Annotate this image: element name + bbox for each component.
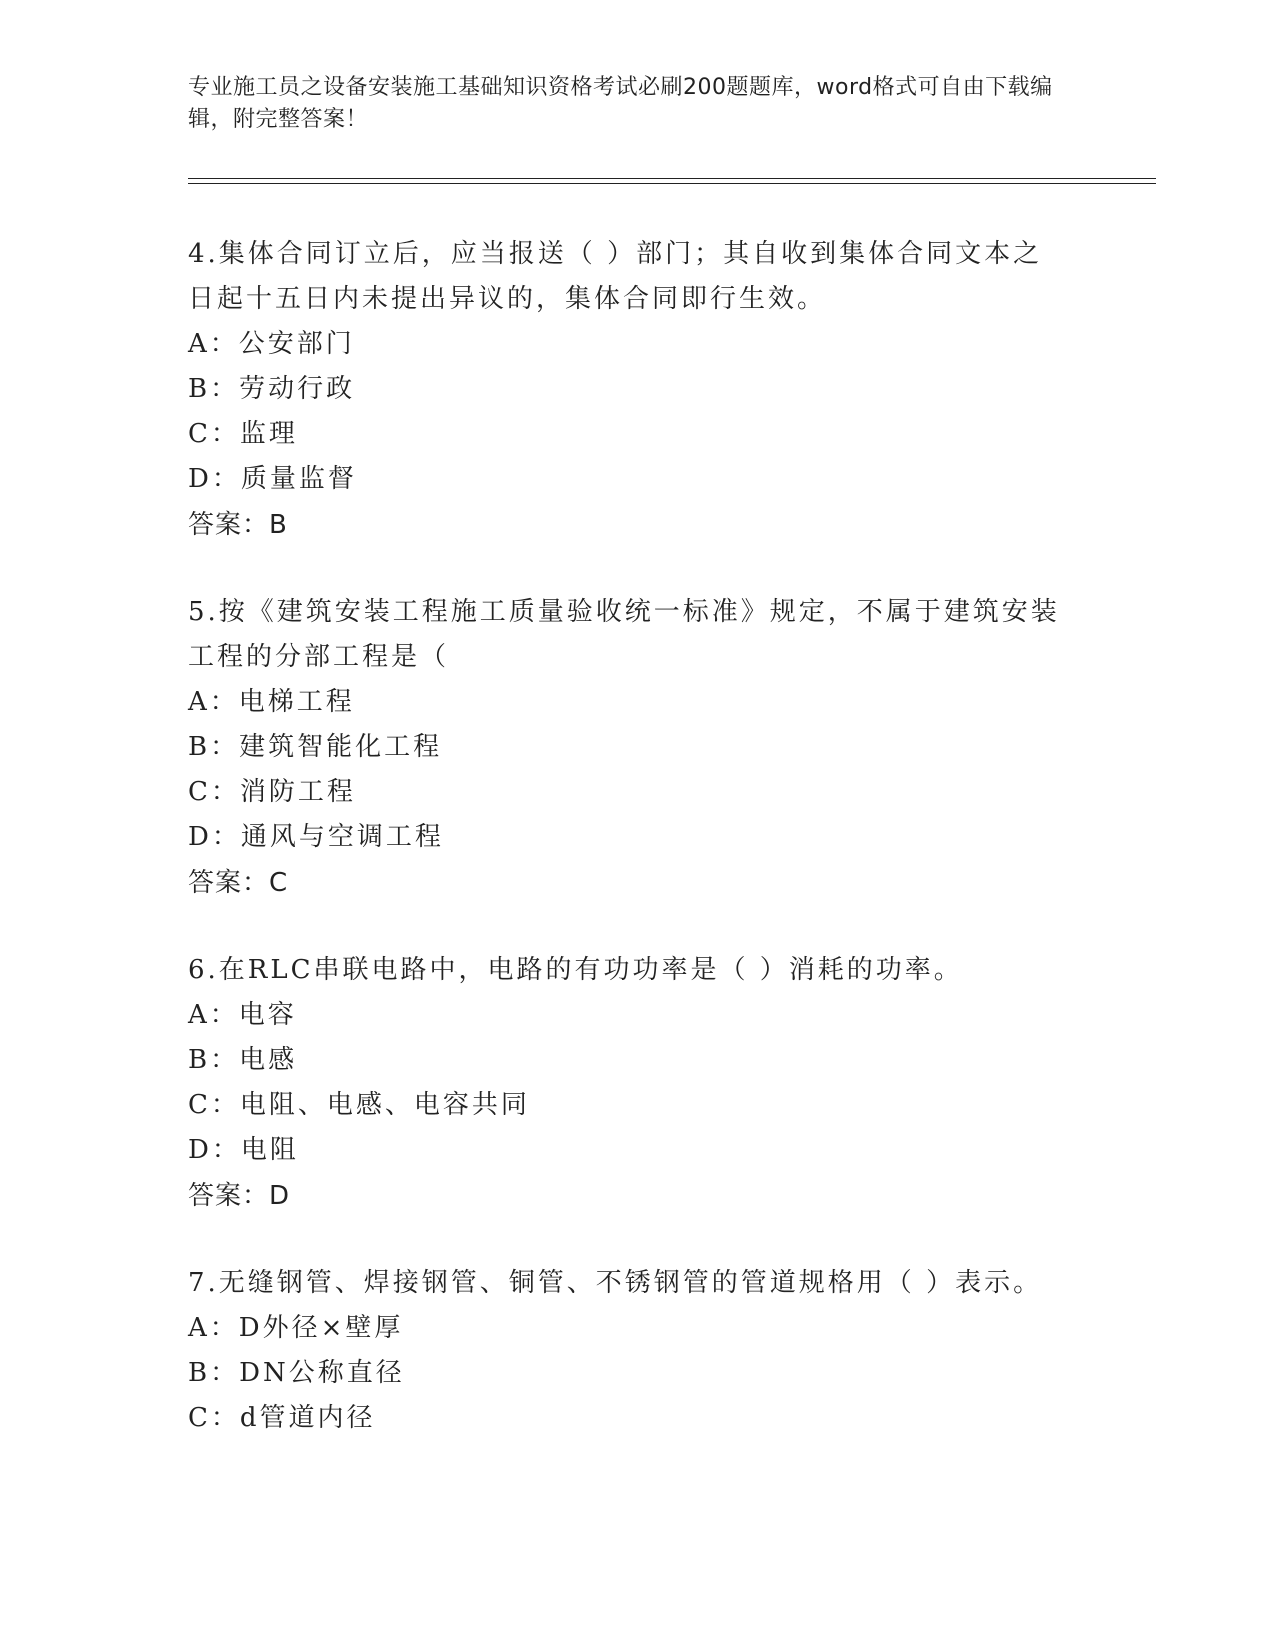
option-key: B： xyxy=(188,732,240,762)
option-label: 电容 xyxy=(238,1000,297,1030)
option-key: C： xyxy=(188,777,240,807)
option-key: A： xyxy=(188,329,239,359)
answer: 答案：B xyxy=(188,510,288,540)
question-text: 4.集体合同订立后，应当报送（ ）部门；其自收到集体合同文本之日起十五日内未提出异议的，集体合同即行生效。 xyxy=(188,239,1043,314)
option-a xyxy=(188,680,1068,725)
option-label: 电阻、电感、电容共同 xyxy=(239,1090,530,1120)
option-key: D： xyxy=(188,822,241,852)
header-divider-top xyxy=(188,178,1156,179)
option-key: A： xyxy=(188,687,239,717)
option-a xyxy=(188,322,1068,367)
option-label: DN公称直径 xyxy=(239,1358,405,1388)
option-key: B： xyxy=(188,1045,240,1075)
question-5 xyxy=(188,590,1068,906)
question-4 xyxy=(188,232,1068,548)
option-key: C： xyxy=(188,1403,240,1433)
question-list xyxy=(188,232,1068,1483)
option-label: 劳动行政 xyxy=(239,374,356,404)
option-key: C： xyxy=(188,419,240,449)
option-key: D： xyxy=(188,464,241,494)
option-key: D： xyxy=(188,1135,241,1165)
question-text: 7.无缝钢管、焊接钢管、铜管、不锈钢管的管道规格用（ ）表示。 xyxy=(188,1268,1043,1298)
option-b xyxy=(188,725,1068,770)
option-label: D外径×壁厚 xyxy=(238,1313,404,1343)
option-key: B： xyxy=(188,374,240,404)
option-key: C： xyxy=(188,1090,240,1120)
answer: 答案：D xyxy=(188,1181,291,1211)
option-label: 通风与空调工程 xyxy=(240,822,444,852)
option-label: 质量监督 xyxy=(240,464,357,494)
option-label: 电梯工程 xyxy=(238,687,355,717)
option-key: A： xyxy=(188,1000,239,1030)
question-text: 5.按《建筑安装工程施工质量验收统一标准》规定，不属于建筑安装工程的分部工程是（ xyxy=(188,597,1060,672)
option-d xyxy=(188,457,1068,502)
option-a xyxy=(188,1306,1068,1351)
option-label: d管道内径 xyxy=(239,1403,376,1433)
option-b xyxy=(188,1038,1068,1083)
option-label: 电感 xyxy=(239,1045,298,1075)
option-c xyxy=(188,1396,1068,1441)
option-label: 建筑智能化工程 xyxy=(239,732,443,762)
question-7 xyxy=(188,1261,1068,1441)
header-divider-bottom xyxy=(188,183,1156,184)
option-b xyxy=(188,1351,1068,1396)
option-label: 电阻 xyxy=(240,1135,299,1165)
option-key: B： xyxy=(188,1358,240,1388)
option-key: A： xyxy=(188,1313,239,1343)
option-a xyxy=(188,993,1068,1038)
option-label: 监理 xyxy=(239,419,298,449)
question-6 xyxy=(188,948,1068,1219)
option-c xyxy=(188,1083,1068,1128)
option-label: 公安部门 xyxy=(238,329,355,359)
option-label: 消防工程 xyxy=(239,777,356,807)
option-c xyxy=(188,412,1068,457)
document-header: 专业施工员之设备安装施工基础知识资格考试必刷200题题库，word格式可自由下载编辑，附完整答案！ xyxy=(188,75,1053,132)
question-text: 6.在RLC串联电路中，电路的有功功率是（ ）消耗的功率。 xyxy=(188,955,963,985)
option-c xyxy=(188,770,1068,815)
option-b xyxy=(188,367,1068,412)
option-d xyxy=(188,1128,1068,1173)
answer: 答案：C xyxy=(188,868,289,898)
option-d xyxy=(188,815,1068,860)
